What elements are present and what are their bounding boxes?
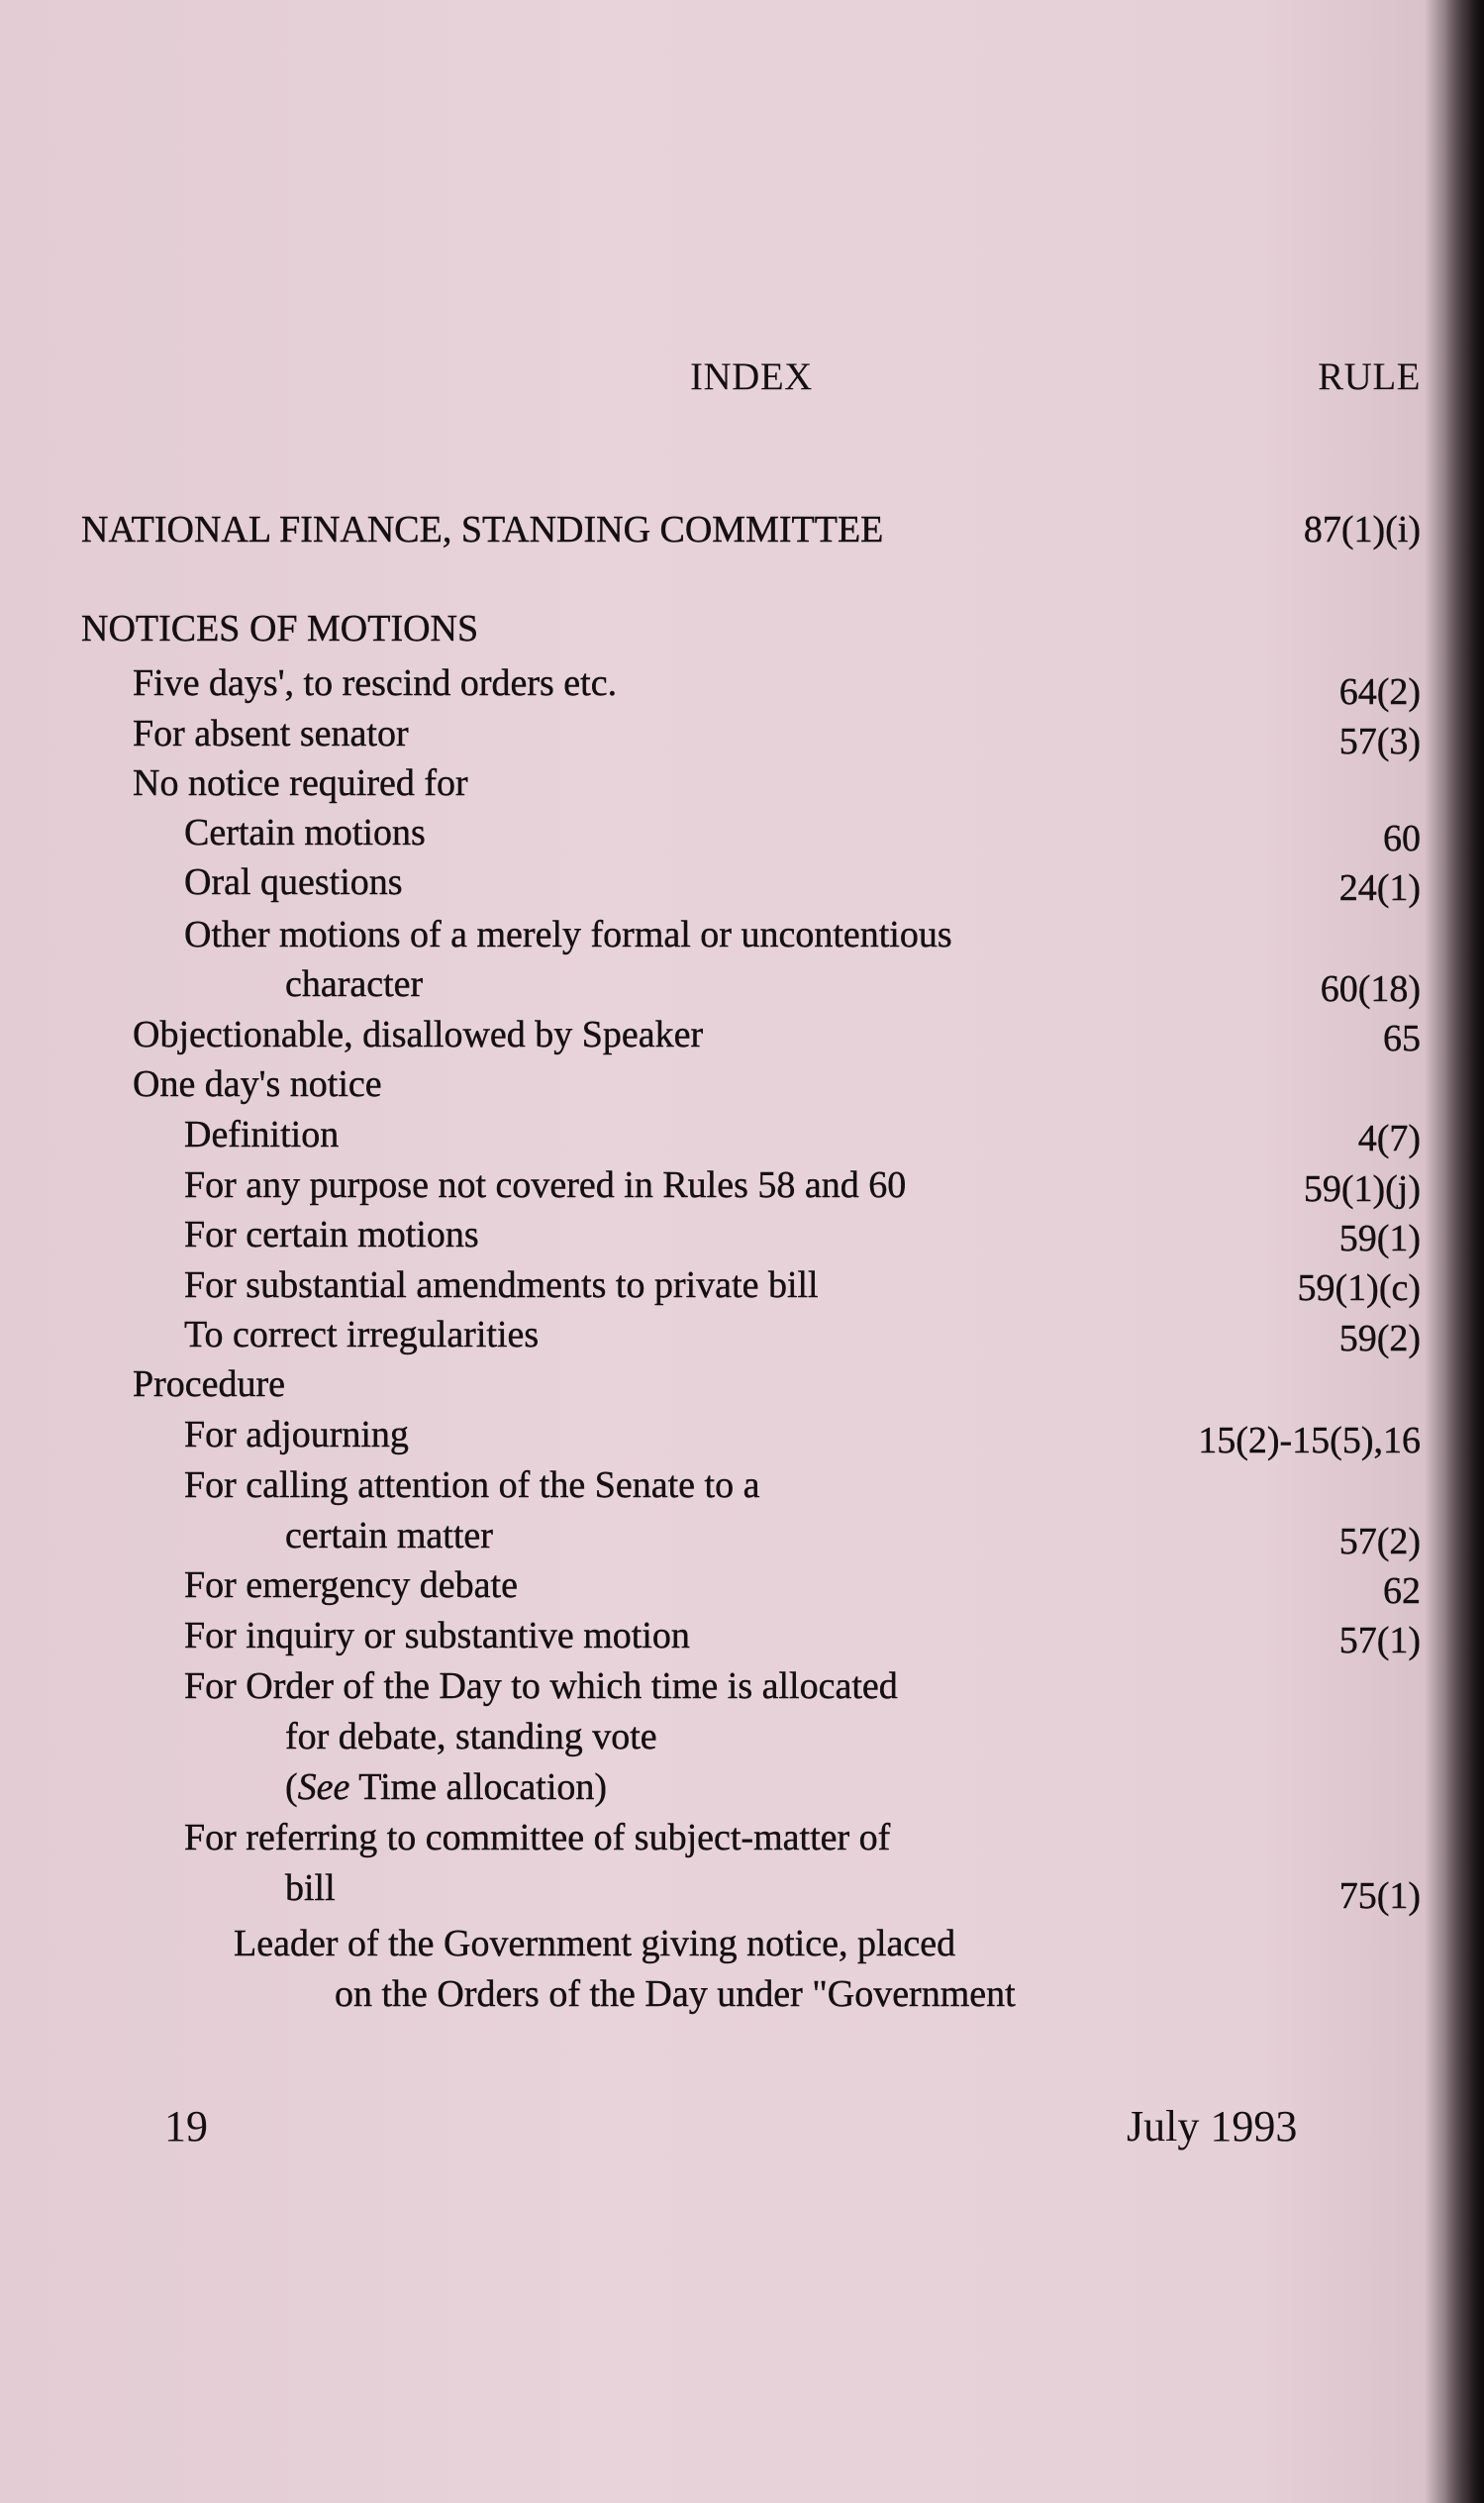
rule-national-finance: 87(1)(i) [1303,509,1421,551]
entry-one-days-notice: One day's notice [133,1063,382,1105]
entry-bill: bill [285,1867,336,1909]
rule-definition: 4(7) [1357,1118,1421,1159]
rule-bill: 75(1) [1338,1875,1421,1917]
entry-for-adjourning: For adjourning [184,1414,409,1455]
rule-any-purpose: 59(1)(j) [1303,1168,1421,1210]
entry-certain-motions: Certain motions [184,812,426,853]
entry-for-debate-standing-vote: for debate, standing vote [285,1716,657,1757]
rule-heading: RULE [1318,355,1421,398]
entry-order-of-the-day: For Order of the Day to which time is allocated [184,1665,898,1707]
rule-substantial-amendments: 59(1)(c) [1297,1267,1421,1309]
entry-inquiry-substantive: For inquiry or substantive motion [184,1615,690,1656]
entry-definition: Definition [184,1114,340,1155]
time-allocation-text: Time allocation) [349,1766,608,1808]
rule-correct-irregularities: 59(2) [1338,1318,1421,1359]
entry-procedure: Procedure [133,1363,286,1405]
rule-five-days: 64(2) [1338,671,1421,713]
entry-emergency-debate: For emergency debate [184,1564,518,1606]
open-paren: ( [285,1766,298,1808]
entry-national-finance: NATIONAL FINANCE, STANDING COMMITTEE [81,509,884,551]
entry-for-certain-motions: For certain motions [184,1214,479,1255]
rule-emergency-debate: 62 [1383,1570,1421,1612]
entry-calling-attention: For calling attention of the Senate to a [184,1464,760,1506]
entry-see-time-allocation [285,1764,607,1810]
entry-any-purpose: For any purpose not covered in Rules 58 and 60 [184,1164,907,1206]
see-italic: See [297,1766,350,1808]
entry-absent-senator: For absent senator [133,713,409,754]
entry-notices-of-motions: NOTICES OF MOTIONS [81,608,479,650]
rule-oral-questions: 24(1) [1338,867,1421,909]
rule-absent-senator: 57(3) [1338,721,1421,762]
entry-character: character [285,963,424,1005]
entry-orders-of-the-day: on the Orders of the Day under "Government [335,1973,1016,2015]
rule-certain-matter: 57(2) [1338,1521,1421,1562]
page-edge-shadow [1444,0,1484,2503]
entry-other-motions: Other motions of a merely formal or uncontentious [184,914,952,955]
entry-five-days: Five days', to rescind orders etc. [133,662,618,704]
rule-for-certain-motions: 59(1) [1338,1218,1421,1259]
entry-objectionable: Objectionable, disallowed by Speaker [133,1014,704,1055]
entry-leader-of-government: Leader of the Government giving notice, placed [234,1923,956,1964]
footer-date: July 1993 [1127,2102,1298,2151]
entry-certain-matter: certain matter [285,1515,493,1556]
rule-certain-motions: 60 [1383,818,1421,859]
rule-inquiry-substantive: 57(1) [1338,1620,1421,1661]
entry-referring-to-committee: For referring to committee of subject-matter of [184,1817,891,1858]
rule-objectionable: 65 [1383,1018,1421,1059]
entry-substantial-amendments: For substantial amendments to private bill [184,1264,819,1306]
page-number: 19 [164,2102,208,2151]
entry-correct-irregularities: To correct irregularities [184,1314,540,1355]
entry-no-notice-required: No notice required for [133,762,468,804]
rule-for-adjourning: 15(2)-15(5),16 [1198,1420,1421,1461]
rule-character: 60(18) [1320,968,1421,1010]
index-heading: INDEX [690,355,813,398]
entry-oral-questions: Oral questions [184,861,403,903]
